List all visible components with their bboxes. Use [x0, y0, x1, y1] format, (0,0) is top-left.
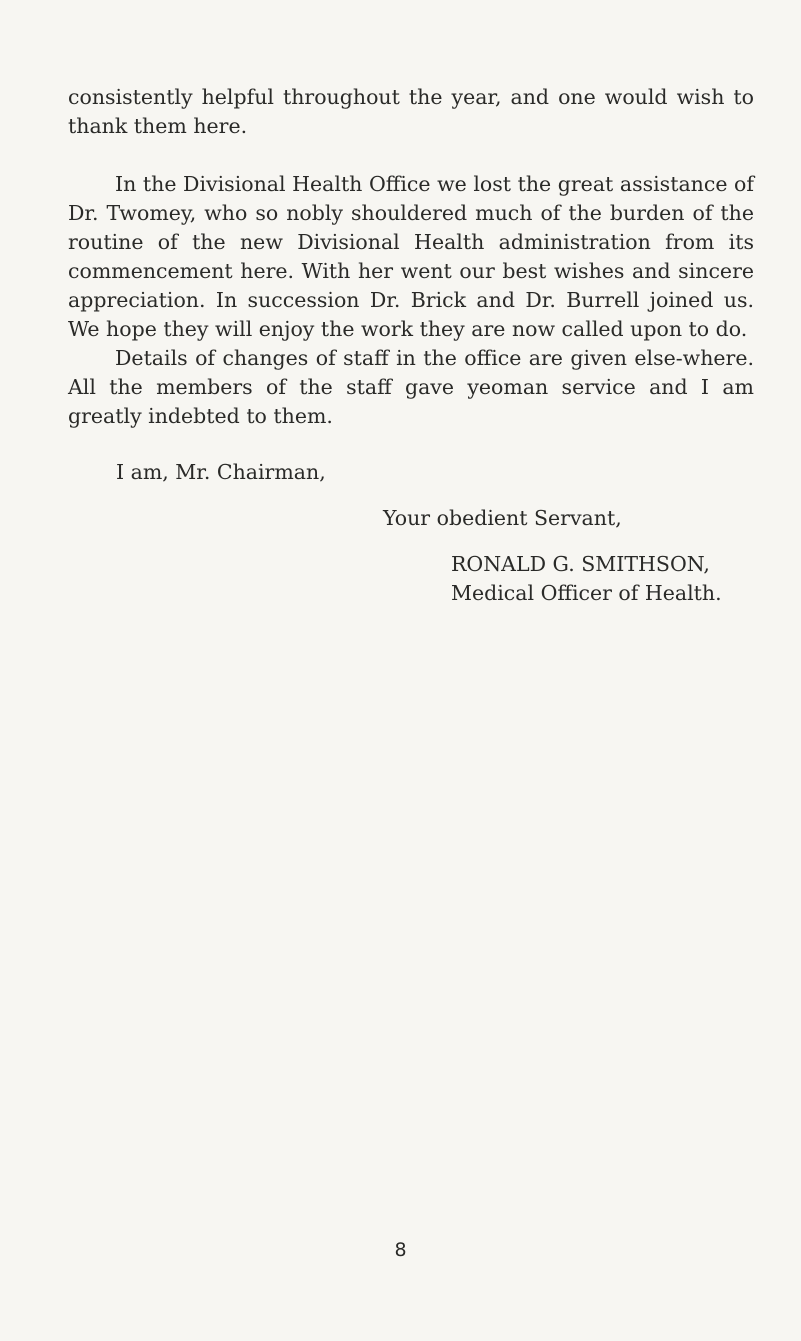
- letter-sign-off: Your obedient Servant,: [383, 506, 622, 530]
- paragraph-divisional-health-office: In the Divisional Health Office we lost the great assistance of Dr. Twomey, who so nobly shouldered much of the burden of the routine of the new Divisional Health administration from its commencement here. With her went our best wishes and sincere appreciation. In succession Dr. Brick and Dr. Burrell joined us. We hope they will enjoy the work they are now called upon to do.: [68, 172, 754, 341]
- letter-closing: I am, Mr. Chairman,: [116, 460, 326, 484]
- signatory-name: RONALD G. SMITHSON,: [451, 552, 710, 576]
- signatory-title: Medical Officer of Health.: [451, 581, 722, 605]
- page-number: 8: [394, 1239, 407, 1261]
- paragraph-continuation: consistently helpful throughout the year, and one would wish to thank them here.: [68, 85, 754, 138]
- paragraph-staff-changes: Details of changes of staff in the office are given else-where. All the members of the staff gave yeoman service and I am greatly indebted to them.: [68, 346, 754, 428]
